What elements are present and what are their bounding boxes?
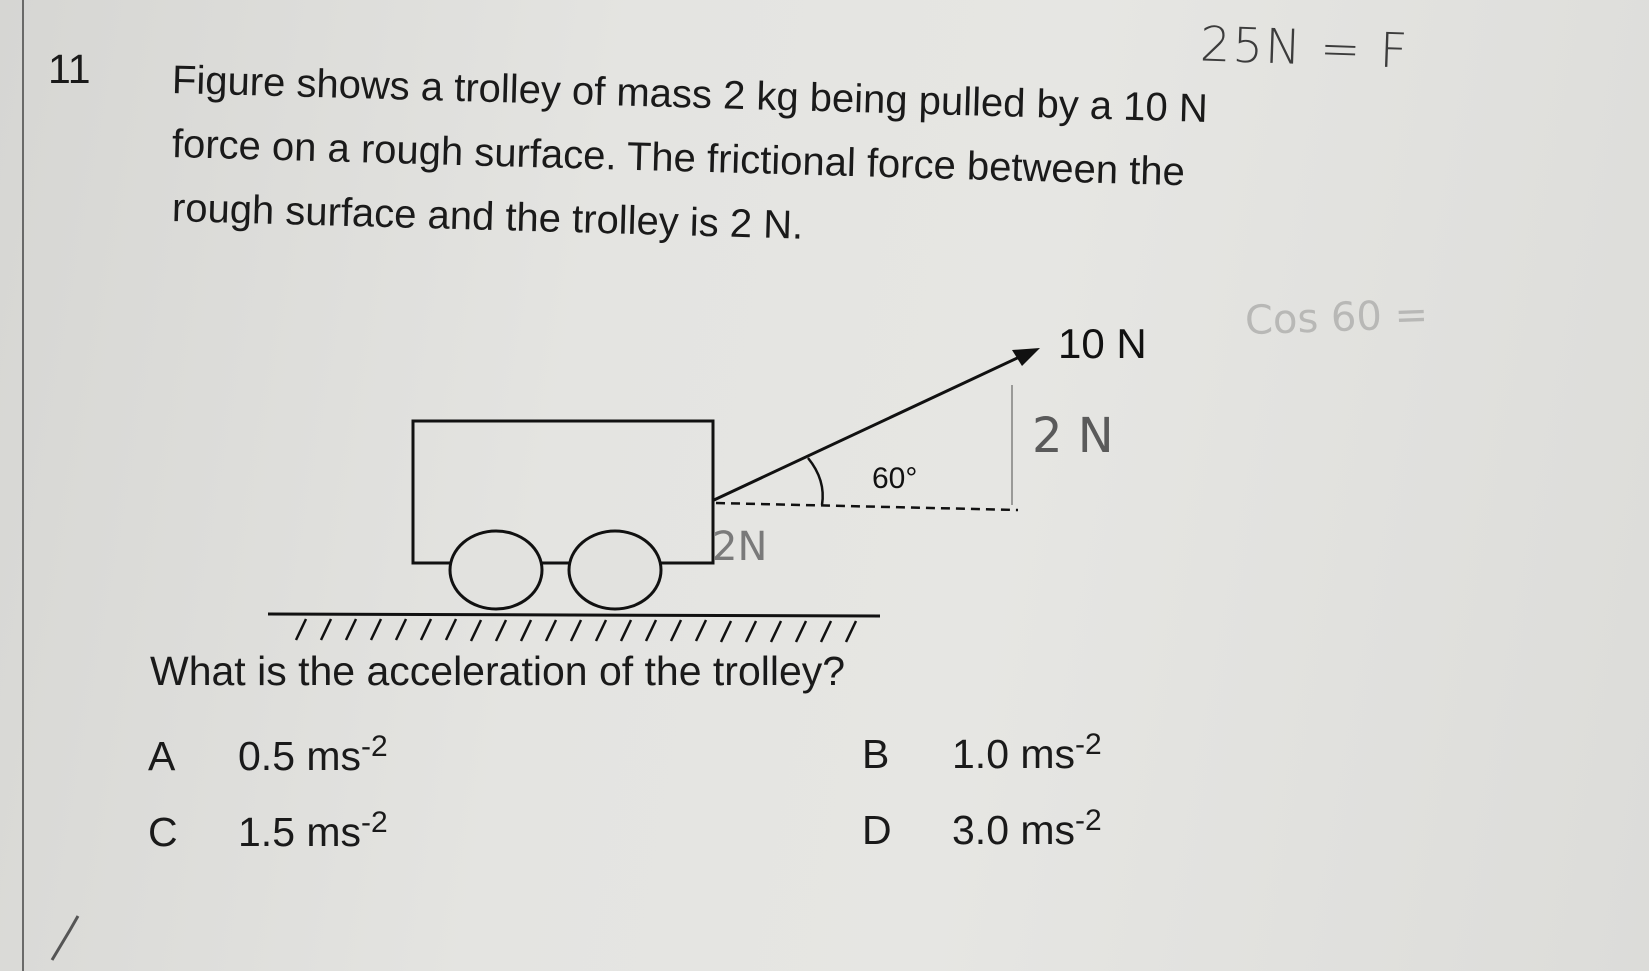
question-stem-line-1: Figure shows a trolley of mass 2 kg being pulled by a 10 N — [171, 58, 1209, 131]
trolley-wheel-left — [450, 531, 542, 609]
option-a-exponent: -2 — [361, 730, 388, 763]
question-number: 11 — [48, 46, 91, 92]
force-label: 10 N — [1058, 320, 1147, 367]
trolley-wheel-right — [569, 531, 661, 609]
ground-hatching — [296, 619, 856, 642]
handwritten-cos-note: Cos 60 = — [1244, 291, 1429, 345]
option-c-value: 1.5 ms — [238, 809, 362, 855]
option-d-exponent: -2 — [1075, 804, 1102, 837]
option-a-letter: A — [148, 733, 176, 779]
angle-label: 60° — [872, 462, 918, 495]
option-c[interactable] — [148, 806, 388, 856]
force-arrow-line — [714, 353, 1028, 500]
ground-line — [268, 614, 880, 616]
horizontal-reference-line — [716, 503, 1018, 510]
handwritten-friction-note-below: 2N — [712, 524, 768, 570]
option-a-value: 0.5 ms — [238, 733, 362, 779]
trolley-body — [413, 421, 713, 563]
option-c-exponent: -2 — [361, 806, 388, 839]
option-d-value: 3.0 ms — [952, 807, 1076, 853]
option-c-letter: C — [148, 809, 178, 855]
handwritten-friction-note-right: 2 N — [1032, 408, 1114, 464]
option-b-value: 1.0 ms — [952, 731, 1076, 777]
option-b-exponent: -2 — [1075, 728, 1102, 761]
pencil-mark — [52, 916, 78, 960]
question-prompt: What is the acceleration of the trolley? — [150, 648, 846, 694]
option-a[interactable] — [148, 730, 388, 780]
question-stem-line-3: rough surface and the trolley is 2 N. — [171, 186, 804, 248]
question-stem-line-2: force on a rough surface. The frictional force between the — [171, 122, 1186, 195]
handwritten-force-note: 25N = F — [1199, 16, 1411, 80]
option-d-letter: D — [862, 807, 892, 853]
option-b-letter: B — [862, 731, 890, 777]
angle-arc — [808, 458, 823, 505]
option-d[interactable] — [862, 804, 1102, 854]
option-b[interactable] — [862, 728, 1102, 778]
